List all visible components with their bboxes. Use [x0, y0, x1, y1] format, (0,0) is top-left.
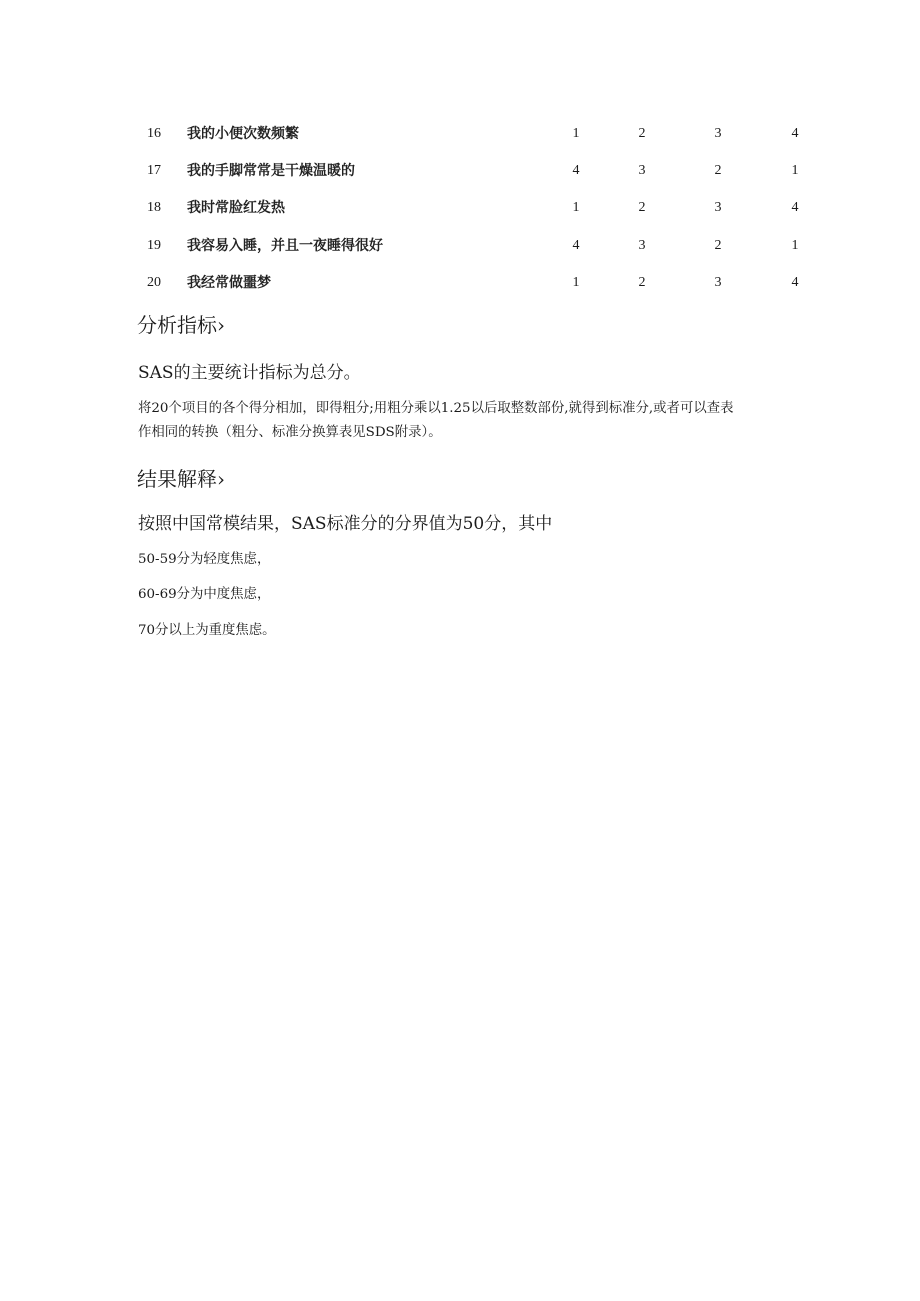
- item-score-2: 3: [638, 237, 646, 253]
- item-score-4: 1: [791, 237, 799, 253]
- item-number: 17: [147, 163, 161, 179]
- table-row: [140, 228, 840, 265]
- results-heading: 结果解释›: [137, 467, 225, 491]
- item-score-3: 2: [714, 237, 722, 253]
- item-score-2: 2: [638, 274, 646, 290]
- item-score-3: 3: [714, 200, 722, 216]
- item-score-4: 1: [791, 163, 799, 179]
- item-score-4: 4: [791, 126, 799, 141]
- item-score-2: 2: [638, 200, 646, 216]
- item-score-4: 4: [791, 274, 799, 290]
- results-lead: 按照中国常模结果，SAS标准分的分界值为50分，其中: [138, 514, 553, 534]
- item-text: 我经常做噩梦: [187, 274, 271, 291]
- item-number: 18: [147, 200, 161, 216]
- item-text: 我时常脸红发热: [187, 200, 285, 217]
- item-score-2: 2: [638, 126, 646, 141]
- analysis-heading: 分析指标›: [137, 313, 225, 337]
- item-score-1: 4: [572, 237, 580, 253]
- item-score-3: 3: [714, 126, 722, 141]
- item-number: 20: [147, 274, 161, 290]
- item-score-2: 3: [638, 163, 646, 179]
- table-row: [140, 265, 840, 302]
- table-row: [140, 116, 840, 153]
- analysis-paragraph-line: 作相同的转换（粗分、标准分换算表见SDS附录）。: [138, 425, 442, 440]
- item-score-1: 4: [572, 163, 580, 179]
- item-score-4: 4: [791, 200, 799, 216]
- questionnaire-items-table: [140, 116, 840, 302]
- results-line-severe: 70分以上为重度焦虑。: [138, 623, 276, 638]
- item-score-1: 1: [572, 274, 580, 290]
- results-line-mild: 50-59分为轻度焦虑，: [138, 552, 271, 567]
- item-score-3: 3: [714, 274, 722, 290]
- analysis-paragraph: [138, 397, 838, 445]
- results-line-moderate: 60-69分为中度焦虑，: [138, 587, 271, 602]
- analysis-lead: SAS的主要统计指标为总分。: [138, 363, 361, 383]
- item-number: 19: [147, 237, 161, 253]
- analysis-paragraph-line: 将20个项目的各个得分相加，即得粗分;用粗分乘以1.25以后取整数部份,就得到标准分,或者可以查表: [138, 401, 734, 416]
- item-score-1: 1: [572, 200, 580, 216]
- item-number: 16: [147, 126, 161, 141]
- item-text: 我容易入睡，并且一夜睡得很好: [187, 237, 383, 254]
- table-row: [140, 153, 840, 190]
- item-text: 我的小便次数频繁: [187, 126, 299, 142]
- item-score-1: 1: [572, 126, 580, 141]
- table-row: [140, 190, 840, 227]
- item-score-3: 2: [714, 163, 722, 179]
- item-text: 我的手脚常常是干燥温暖的: [187, 163, 355, 180]
